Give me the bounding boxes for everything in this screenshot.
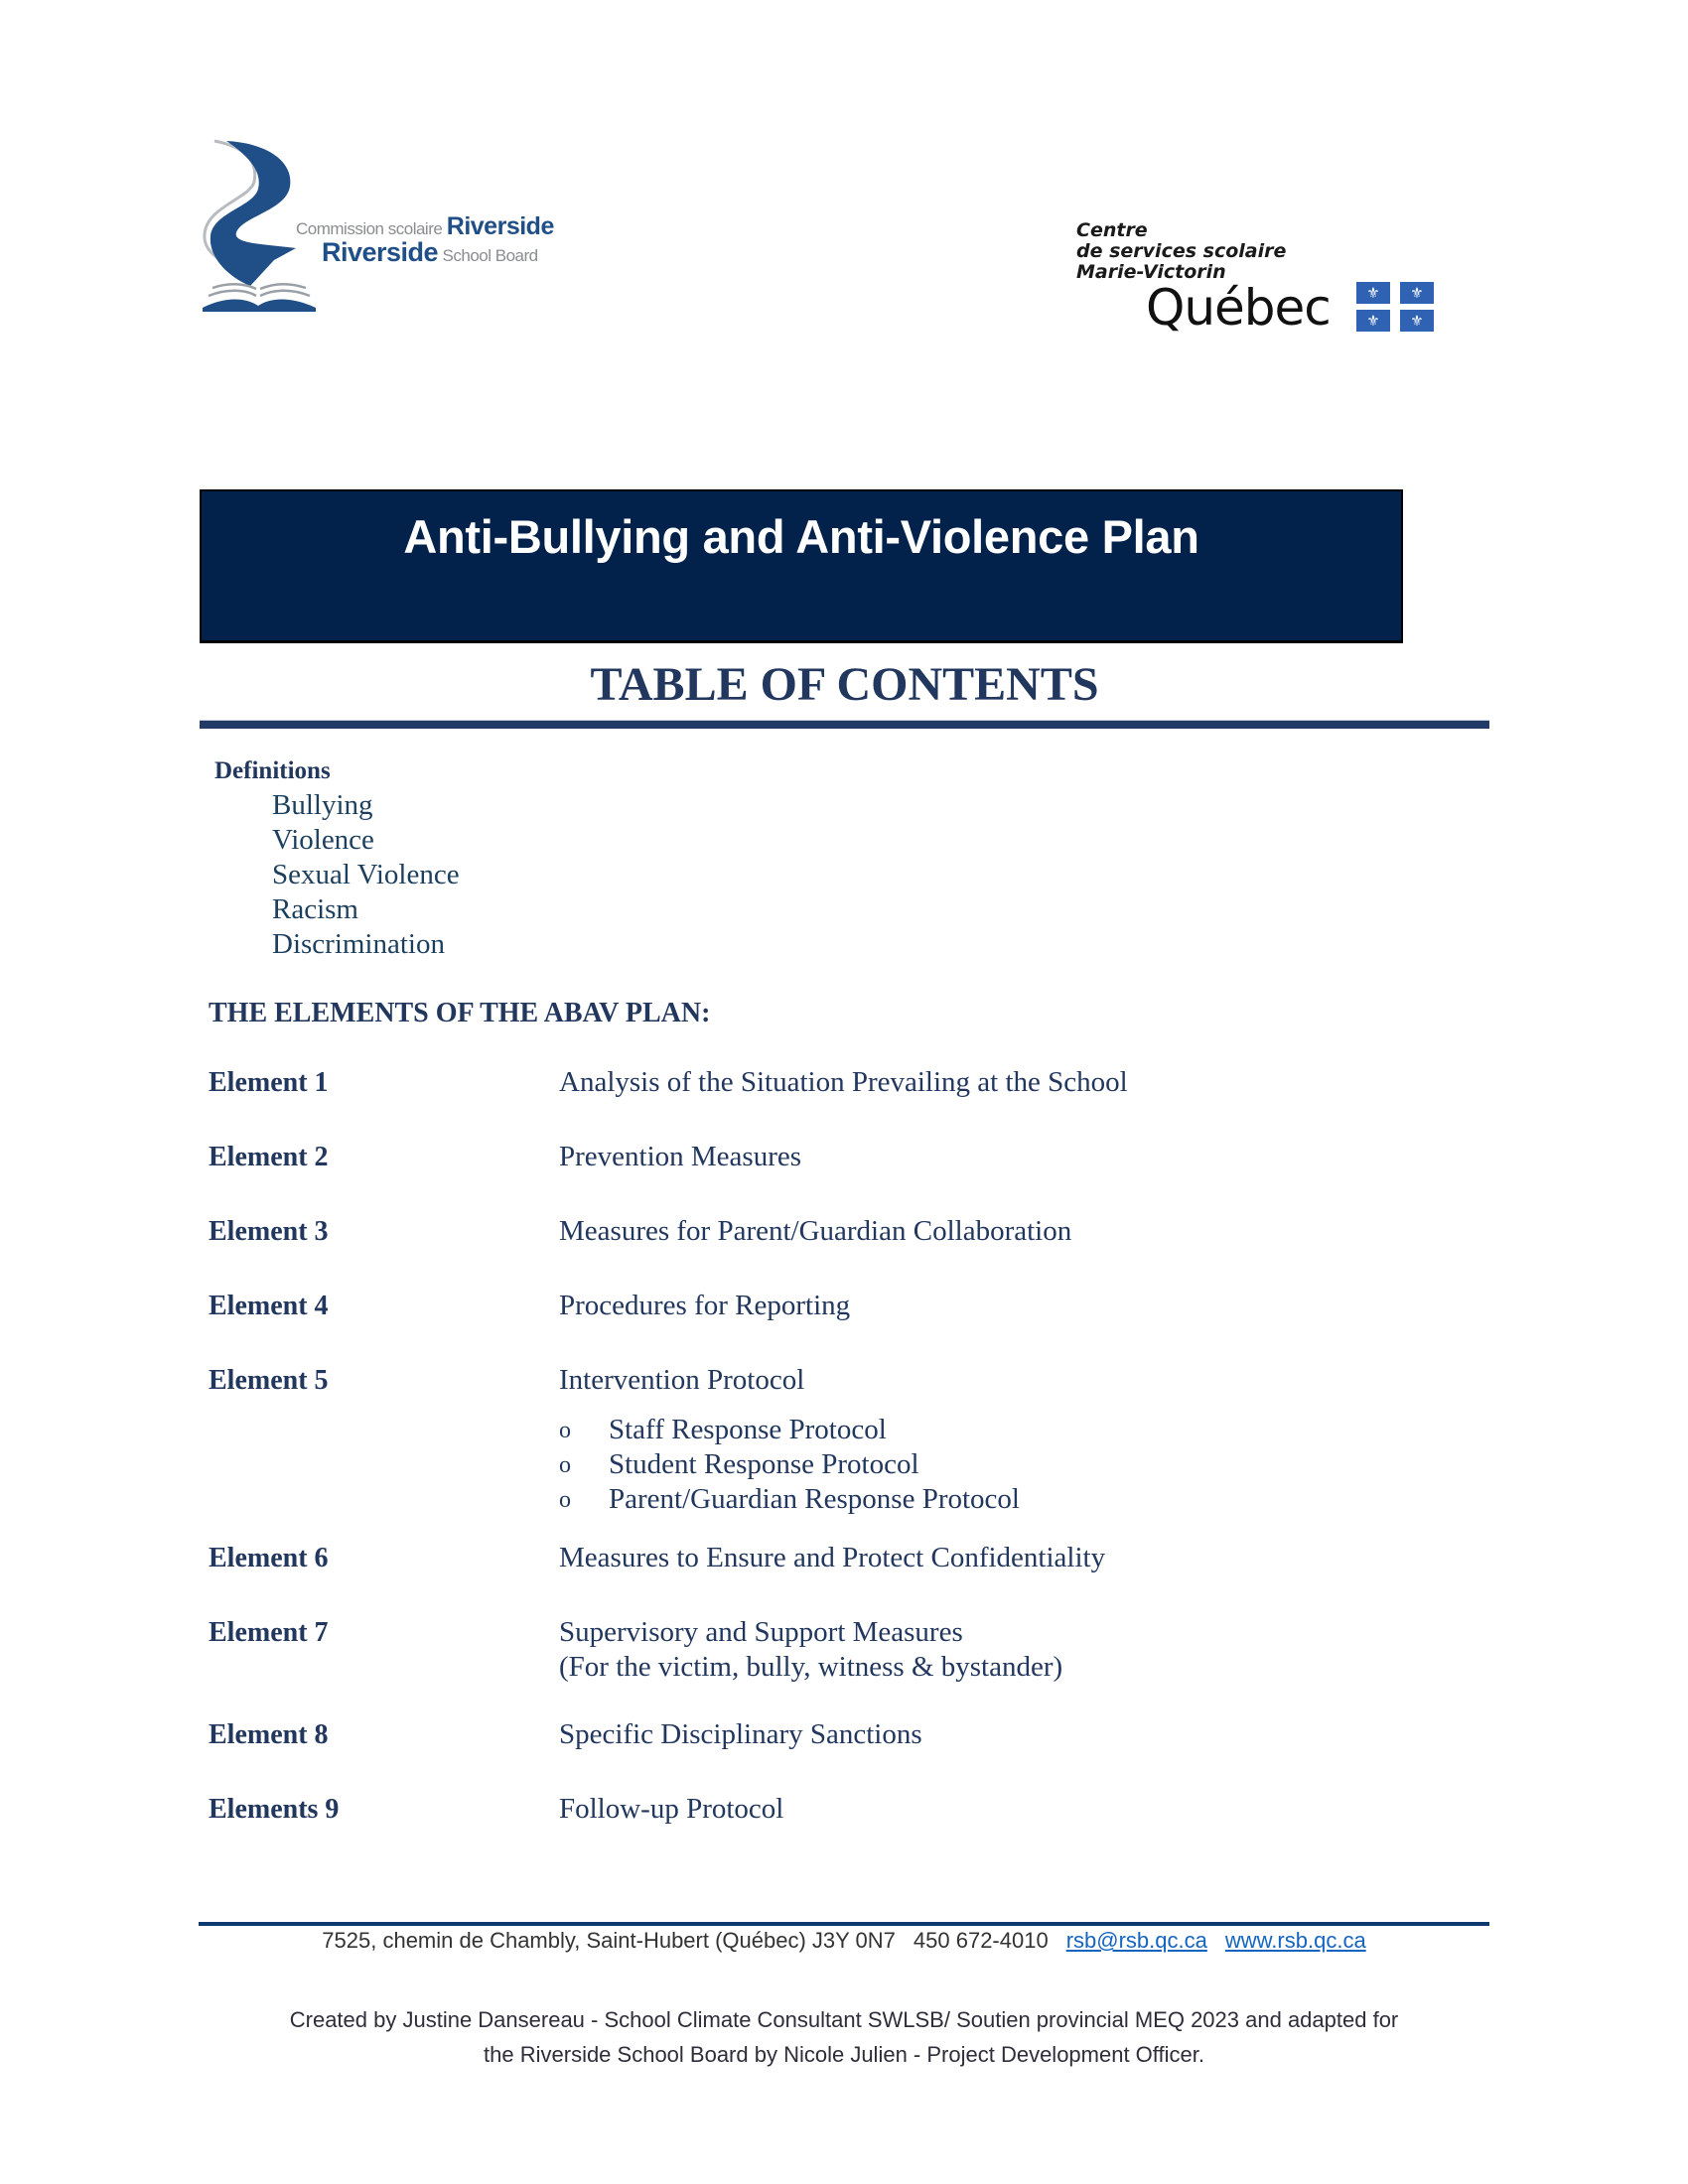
fleur-de-lis-icon: ⚜	[1356, 282, 1390, 304]
sub-item-staff-response: Staff Response Protocol	[609, 1414, 887, 1445]
fleur-de-lis-icon: ⚜	[1400, 310, 1434, 332]
footer-phone: 450 672-4010	[913, 1928, 1049, 1953]
fleur-de-lis-icon: ⚜	[1400, 282, 1434, 304]
element-description: Procedures for Reporting	[559, 1290, 851, 1321]
sub-item-parent-response: Parent/Guardian Response Protocol	[609, 1483, 1020, 1515]
element-description: Analysis of the Situation Prevailing at the School	[559, 1066, 1128, 1098]
definition-item-bullying: Bullying	[272, 789, 373, 821]
quebec-wordmark: Québec	[1146, 279, 1331, 337]
footer-website-link[interactable]: www.rsb.qc.ca	[1224, 1928, 1366, 1953]
element-label: Element 2	[209, 1142, 329, 1172]
element-label: Element 4	[209, 1291, 329, 1321]
toc-title: TABLE OF CONTENTS	[590, 658, 1099, 711]
footer-email-link[interactable]: rsb@rsb.qc.ca	[1065, 1928, 1207, 1953]
css-name-line2: de services scolaire	[1076, 240, 1287, 262]
quebec-css-logo	[1076, 220, 1444, 344]
definition-item-sexual-violence: Sexual Violence	[272, 859, 460, 890]
css-name	[1076, 220, 1286, 283]
logo-text-riverside-en: Riverside	[322, 237, 439, 267]
credits-line1: Created by Justine Dansereau - School Climate Consultant SWLSB/ Soutien provincial MEQ 2023 and adapted for	[289, 2007, 1399, 2032]
definition-item-violence: Violence	[272, 824, 374, 856]
element-description: Supervisory and Support Measures	[559, 1616, 963, 1648]
hollow-bullet-icon: o	[559, 1452, 571, 1478]
element-label: Element 6	[209, 1543, 329, 1573]
element-label: Element 7	[209, 1617, 329, 1648]
element-description: Measures for Parent/Guardian Collaboration	[559, 1215, 1072, 1247]
footer-address: 7525, chemin de Chambly, Saint-Hubert (Québec) J3Y 0N7	[322, 1928, 896, 1953]
element-description: Measures to Ensure and Protect Confidentiality	[559, 1542, 1106, 1573]
hollow-bullet-icon: o	[559, 1418, 571, 1443]
element-label: Element 3	[209, 1216, 329, 1247]
element-description: Prevention Measures	[559, 1141, 802, 1172]
element-description: Specific Disciplinary Sanctions	[559, 1718, 922, 1750]
footer-credits	[189, 2002, 1499, 2072]
title-banner	[200, 489, 1403, 643]
element-description-note: (For the victim, bully, witness & bystander)	[559, 1651, 1063, 1683]
logo-text-commission-scolaire: Commission scolaire	[296, 219, 443, 238]
footer-divider	[199, 1922, 1489, 1926]
elements-heading: THE ELEMENTS OF THE ABAV PLAN:	[209, 998, 711, 1028]
footer-contact	[199, 1928, 1489, 1954]
logo-text-riverside-fr: Riverside	[446, 212, 554, 240]
css-name-line1: Centre	[1076, 219, 1148, 241]
element-label: Element 5	[209, 1365, 329, 1396]
quebec-flag-icon	[1356, 282, 1434, 334]
element-label: Elements 9	[209, 1794, 340, 1825]
css-name-line3: Marie-Victorin	[1076, 261, 1226, 283]
logo-text-school-board: School Board	[442, 246, 538, 265]
riverside-logo-line2	[322, 237, 538, 268]
sub-item-student-response: Student Response Protocol	[609, 1448, 919, 1480]
definition-item-racism: Racism	[272, 893, 358, 925]
toc-divider	[200, 720, 1489, 729]
definition-item-discrimination: Discrimination	[272, 928, 445, 960]
element-label: Element 8	[209, 1719, 329, 1750]
riverside-school-board-logo	[197, 137, 574, 316]
document-title: Anti-Bullying and Anti-Violence Plan	[403, 510, 1199, 563]
hollow-bullet-icon: o	[559, 1487, 571, 1513]
credits-line2: the Riverside School Board by Nicole Julien - Project Development Officer.	[484, 2042, 1204, 2067]
fleur-de-lis-icon: ⚜	[1356, 310, 1390, 332]
element-label: Element 1	[209, 1067, 329, 1098]
element-description: Intervention Protocol	[559, 1364, 805, 1396]
element-description: Follow-up Protocol	[559, 1793, 784, 1825]
definitions-heading: Definitions	[214, 757, 331, 784]
